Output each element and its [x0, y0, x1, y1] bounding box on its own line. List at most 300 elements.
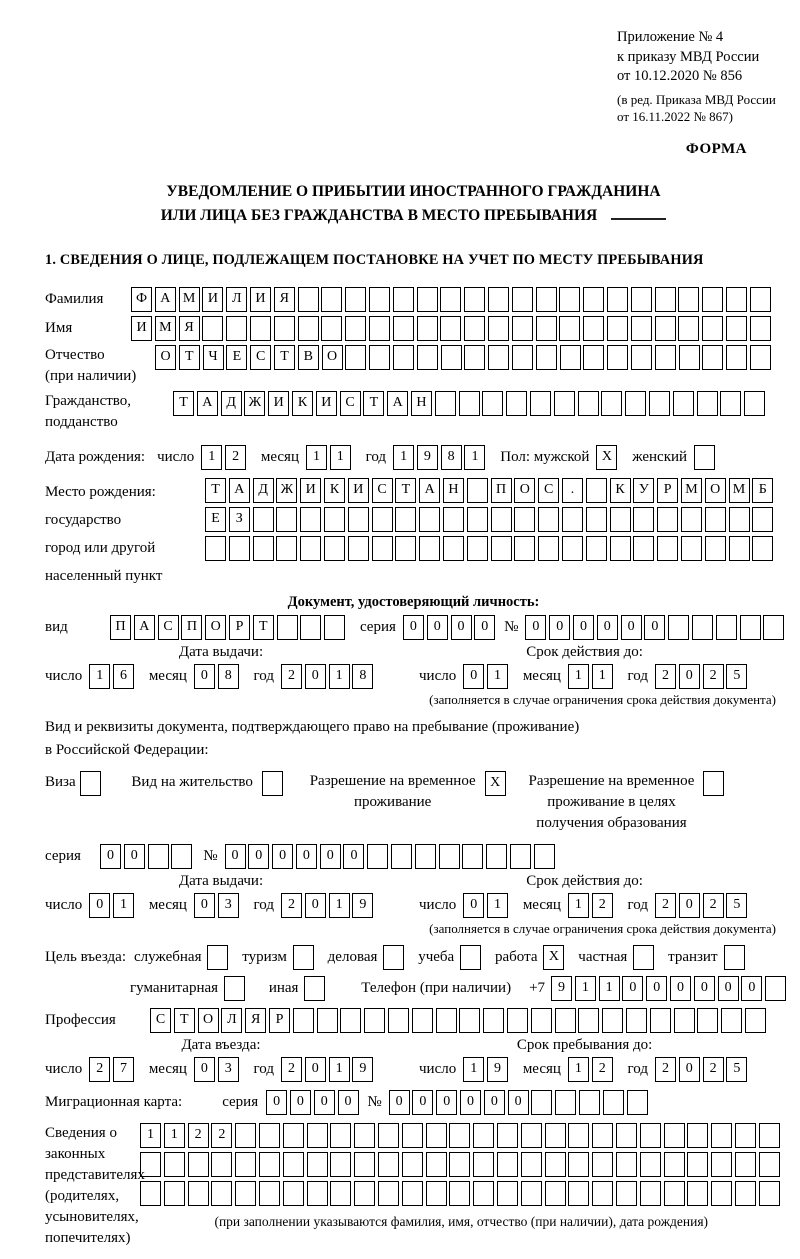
char-box[interactable] [578, 391, 599, 416]
char-box[interactable]: О [198, 1008, 219, 1033]
char-box[interactable]: 6 [113, 664, 134, 689]
char-box[interactable]: 0 [248, 844, 269, 869]
char-box[interactable] [633, 536, 654, 561]
char-box[interactable]: 1 [592, 664, 613, 689]
char-box[interactable]: А [419, 478, 440, 503]
char-box[interactable]: 8 [441, 445, 462, 470]
char-box[interactable]: С [150, 1008, 171, 1033]
char-box[interactable]: 0 [296, 844, 317, 869]
char-box[interactable]: 1 [393, 445, 414, 470]
char-box[interactable] [616, 1152, 637, 1177]
char-box[interactable] [369, 345, 390, 370]
char-box[interactable] [253, 536, 274, 561]
char-box[interactable]: 2 [703, 893, 724, 918]
char-box[interactable] [640, 1181, 661, 1206]
char-box[interactable] [711, 1152, 732, 1177]
char-box[interactable] [340, 1008, 361, 1033]
char-box[interactable]: 0 [194, 893, 215, 918]
char-box[interactable] [473, 1181, 494, 1206]
char-box[interactable] [664, 1123, 685, 1148]
char-box[interactable] [393, 287, 414, 312]
char-box[interactable] [354, 1152, 375, 1177]
char-box[interactable] [488, 345, 509, 370]
citizenship-boxes[interactable] [173, 391, 768, 416]
char-box[interactable]: 0 [451, 615, 472, 640]
char-box[interactable] [687, 1152, 708, 1177]
doc-issue-month-boxes[interactable] [194, 664, 242, 689]
char-box[interactable] [307, 1152, 328, 1177]
char-box[interactable] [610, 507, 631, 532]
char-box[interactable] [300, 615, 321, 640]
char-box[interactable] [298, 287, 319, 312]
char-box[interactable] [467, 507, 488, 532]
char-box[interactable]: 2 [89, 1057, 110, 1082]
char-box[interactable] [579, 1090, 600, 1115]
char-box[interactable] [164, 1181, 185, 1206]
char-box[interactable] [402, 1152, 423, 1177]
char-box[interactable] [205, 536, 226, 561]
char-box[interactable]: 2 [281, 1057, 302, 1082]
char-box[interactable]: 8 [352, 664, 373, 689]
entry-year-boxes[interactable] [281, 1057, 376, 1082]
char-box[interactable]: 0 [525, 615, 546, 640]
char-box[interactable] [259, 1123, 280, 1148]
char-box[interactable] [694, 445, 715, 470]
char-box[interactable]: Ф [131, 287, 152, 312]
char-box[interactable] [673, 391, 694, 416]
sex-female-checkbox[interactable] [694, 445, 718, 470]
char-box[interactable] [650, 1008, 671, 1033]
char-box[interactable] [545, 1181, 566, 1206]
surname-boxes[interactable] [131, 287, 774, 312]
stay-doc-valid-month-boxes[interactable] [568, 893, 616, 918]
char-box[interactable]: Р [229, 615, 250, 640]
char-box[interactable]: 1 [329, 1057, 350, 1082]
char-box[interactable]: Я [274, 287, 295, 312]
purpose-chastnaya-checkbox[interactable] [633, 945, 657, 970]
char-box[interactable] [415, 844, 436, 869]
char-box[interactable] [729, 507, 750, 532]
char-box[interactable] [443, 536, 464, 561]
char-box[interactable]: О [155, 345, 176, 370]
char-box[interactable] [512, 287, 533, 312]
char-box[interactable]: 9 [417, 445, 438, 470]
sex-male-checkbox[interactable] [596, 445, 620, 470]
char-box[interactable]: 0 [741, 976, 762, 1001]
char-box[interactable] [655, 345, 676, 370]
char-box[interactable] [687, 1123, 708, 1148]
char-box[interactable]: Е [226, 345, 247, 370]
char-box[interactable]: О [514, 478, 535, 503]
char-box[interactable] [514, 536, 535, 561]
char-box[interactable]: 0 [679, 1057, 700, 1082]
char-box[interactable] [759, 1181, 780, 1206]
char-box[interactable]: 2 [211, 1123, 232, 1148]
char-box[interactable] [378, 1181, 399, 1206]
char-box[interactable] [655, 287, 676, 312]
char-box[interactable] [402, 1123, 423, 1148]
purpose-delovaya-checkbox[interactable] [383, 945, 407, 970]
char-box[interactable] [506, 391, 527, 416]
char-box[interactable]: 0 [343, 844, 364, 869]
stay-until-year-boxes[interactable] [655, 1057, 750, 1082]
char-box[interactable] [464, 316, 485, 341]
char-box[interactable]: М [179, 287, 200, 312]
char-box[interactable]: Л [221, 1008, 242, 1033]
char-box[interactable]: 0 [272, 844, 293, 869]
char-box[interactable] [521, 1152, 542, 1177]
char-box[interactable]: 0 [508, 1090, 529, 1115]
char-box[interactable] [711, 1181, 732, 1206]
char-box[interactable]: 0 [474, 615, 495, 640]
char-box[interactable] [235, 1152, 256, 1177]
char-box[interactable] [534, 844, 555, 869]
char-box[interactable] [460, 945, 481, 970]
char-box[interactable] [307, 1123, 328, 1148]
char-box[interactable]: М [155, 316, 176, 341]
char-box[interactable]: С [372, 478, 393, 503]
doc-issue-year-boxes[interactable] [281, 664, 376, 689]
purpose-turizm-checkbox[interactable] [293, 945, 317, 970]
doc-valid-year-boxes[interactable] [655, 664, 750, 689]
char-box[interactable] [262, 771, 283, 796]
char-box[interactable] [426, 1181, 447, 1206]
char-box[interactable]: А [155, 287, 176, 312]
char-box[interactable]: 0 [573, 615, 594, 640]
char-box[interactable]: П [181, 615, 202, 640]
char-box[interactable] [735, 1152, 756, 1177]
char-box[interactable] [655, 316, 676, 341]
char-box[interactable]: 0 [463, 893, 484, 918]
purpose-rabota-checkbox[interactable] [543, 945, 567, 970]
char-box[interactable] [486, 844, 507, 869]
char-box[interactable]: 0 [644, 615, 665, 640]
patronymic-boxes[interactable] [155, 345, 774, 370]
char-box[interactable] [681, 507, 702, 532]
char-box[interactable] [678, 316, 699, 341]
char-box[interactable]: 1 [201, 445, 222, 470]
stay-doc-series-boxes[interactable] [100, 844, 195, 869]
char-box[interactable] [467, 536, 488, 561]
char-box[interactable] [657, 536, 678, 561]
char-box[interactable] [324, 615, 345, 640]
char-box[interactable] [616, 1123, 637, 1148]
char-box[interactable] [559, 316, 580, 341]
char-box[interactable] [378, 1123, 399, 1148]
char-box[interactable] [702, 316, 723, 341]
char-box[interactable]: Ж [244, 391, 265, 416]
char-box[interactable] [726, 345, 747, 370]
char-box[interactable]: И [202, 287, 223, 312]
char-box[interactable] [679, 345, 700, 370]
char-box[interactable] [530, 391, 551, 416]
char-box[interactable] [640, 1152, 661, 1177]
char-box[interactable]: 0 [389, 1090, 410, 1115]
char-box[interactable]: 0 [484, 1090, 505, 1115]
char-box[interactable] [536, 345, 557, 370]
char-box[interactable] [664, 1152, 685, 1177]
char-box[interactable]: 1 [306, 445, 327, 470]
char-box[interactable] [750, 345, 771, 370]
char-box[interactable]: И [348, 478, 369, 503]
char-box[interactable] [616, 1181, 637, 1206]
char-box[interactable] [473, 1123, 494, 1148]
char-box[interactable] [467, 478, 488, 503]
char-box[interactable]: 0 [621, 615, 642, 640]
migration-card-number-boxes[interactable] [389, 1090, 651, 1115]
char-box[interactable] [545, 1152, 566, 1177]
birth-year-boxes[interactable] [393, 445, 488, 470]
char-box[interactable] [324, 536, 345, 561]
char-box[interactable] [235, 1123, 256, 1148]
char-box[interactable]: 2 [703, 1057, 724, 1082]
char-box[interactable] [440, 287, 461, 312]
char-box[interactable] [317, 1008, 338, 1033]
char-box[interactable]: А [387, 391, 408, 416]
char-box[interactable] [391, 844, 412, 869]
char-box[interactable] [674, 1008, 695, 1033]
char-box[interactable]: А [134, 615, 155, 640]
char-box[interactable]: Л [226, 287, 247, 312]
char-box[interactable] [324, 507, 345, 532]
char-box[interactable] [740, 615, 761, 640]
char-box[interactable]: П [110, 615, 131, 640]
char-box[interactable]: 0 [412, 1090, 433, 1115]
representatives-row2[interactable] [140, 1152, 783, 1177]
birth-month-boxes[interactable] [306, 445, 354, 470]
char-box[interactable] [697, 391, 718, 416]
char-box[interactable]: И [316, 391, 337, 416]
char-box[interactable]: 0 [646, 976, 667, 1001]
char-box[interactable]: X [485, 771, 506, 796]
char-box[interactable] [726, 287, 747, 312]
char-box[interactable]: Т [179, 345, 200, 370]
char-box[interactable]: X [596, 445, 617, 470]
char-box[interactable]: К [292, 391, 313, 416]
char-box[interactable] [538, 507, 559, 532]
char-box[interactable]: К [610, 478, 631, 503]
char-box[interactable] [763, 615, 784, 640]
char-box[interactable] [729, 536, 750, 561]
char-box[interactable]: С [158, 615, 179, 640]
char-box[interactable]: И [268, 391, 289, 416]
char-box[interactable] [531, 1008, 552, 1033]
char-box[interactable]: К [324, 478, 345, 503]
char-box[interactable] [601, 391, 622, 416]
char-box[interactable]: 0 [194, 664, 215, 689]
char-box[interactable] [276, 536, 297, 561]
char-box[interactable] [207, 945, 228, 970]
char-box[interactable]: 0 [320, 844, 341, 869]
char-box[interactable] [300, 536, 321, 561]
char-box[interactable]: 1 [599, 976, 620, 1001]
char-box[interactable] [512, 316, 533, 341]
entry-month-boxes[interactable] [194, 1057, 242, 1082]
char-box[interactable]: О [205, 615, 226, 640]
char-box[interactable]: С [340, 391, 361, 416]
char-box[interactable] [510, 844, 531, 869]
char-box[interactable] [759, 1123, 780, 1148]
char-box[interactable]: Т [173, 391, 194, 416]
char-box[interactable]: 2 [225, 445, 246, 470]
char-box[interactable] [378, 1152, 399, 1177]
char-box[interactable]: 2 [655, 893, 676, 918]
char-box[interactable] [307, 1181, 328, 1206]
char-box[interactable] [491, 507, 512, 532]
char-box[interactable]: 2 [703, 664, 724, 689]
char-box[interactable] [224, 976, 245, 1001]
char-box[interactable] [705, 507, 726, 532]
char-box[interactable] [687, 1181, 708, 1206]
stay-doc-number-boxes[interactable] [225, 844, 558, 869]
char-box[interactable]: С [250, 345, 271, 370]
char-box[interactable]: 9 [551, 976, 572, 1001]
char-box[interactable] [703, 771, 724, 796]
char-box[interactable] [321, 287, 342, 312]
char-box[interactable] [482, 391, 503, 416]
char-box[interactable] [395, 507, 416, 532]
char-box[interactable] [369, 316, 390, 341]
char-box[interactable] [364, 1008, 385, 1033]
char-box[interactable] [417, 287, 438, 312]
char-box[interactable] [259, 1152, 280, 1177]
char-box[interactable] [345, 287, 366, 312]
birth-day-boxes[interactable] [201, 445, 249, 470]
char-box[interactable] [449, 1181, 470, 1206]
char-box[interactable]: 0 [100, 844, 121, 869]
char-box[interactable] [697, 1008, 718, 1033]
char-box[interactable]: 1 [164, 1123, 185, 1148]
char-box[interactable]: 1 [487, 893, 508, 918]
char-box[interactable] [724, 945, 745, 970]
char-box[interactable] [678, 287, 699, 312]
char-box[interactable] [633, 507, 654, 532]
char-box[interactable] [426, 1152, 447, 1177]
char-box[interactable]: Я [179, 316, 200, 341]
visa-checkbox[interactable] [80, 771, 104, 796]
char-box[interactable] [283, 1181, 304, 1206]
char-box[interactable]: Я [245, 1008, 266, 1033]
char-box[interactable] [583, 287, 604, 312]
char-box[interactable]: 1 [568, 893, 589, 918]
char-box[interactable] [488, 287, 509, 312]
char-box[interactable] [602, 1008, 623, 1033]
char-box[interactable] [488, 316, 509, 341]
char-box[interactable] [536, 287, 557, 312]
char-box[interactable] [253, 507, 274, 532]
char-box[interactable] [140, 1152, 161, 1177]
char-box[interactable]: 5 [726, 893, 747, 918]
char-box[interactable]: 0 [338, 1090, 359, 1115]
char-box[interactable] [692, 615, 713, 640]
migration-card-series-boxes[interactable] [266, 1090, 361, 1115]
char-box[interactable]: 2 [281, 664, 302, 689]
char-box[interactable] [345, 345, 366, 370]
char-box[interactable] [443, 507, 464, 532]
char-box[interactable]: 0 [427, 615, 448, 640]
char-box[interactable] [607, 316, 628, 341]
char-box[interactable] [631, 345, 652, 370]
char-box[interactable] [664, 1181, 685, 1206]
char-box[interactable]: Т [274, 345, 295, 370]
char-box[interactable] [80, 771, 101, 796]
stay-doc-valid-day-boxes[interactable] [463, 893, 511, 918]
char-box[interactable] [603, 1090, 624, 1115]
char-box[interactable]: 2 [188, 1123, 209, 1148]
char-box[interactable] [512, 345, 533, 370]
char-box[interactable]: М [681, 478, 702, 503]
char-box[interactable] [274, 316, 295, 341]
char-box[interactable]: 3 [218, 1057, 239, 1082]
char-box[interactable] [759, 1152, 780, 1177]
char-box[interactable] [473, 1152, 494, 1177]
char-box[interactable] [705, 536, 726, 561]
char-box[interactable] [592, 1123, 613, 1148]
char-box[interactable] [293, 1008, 314, 1033]
char-box[interactable]: 0 [314, 1090, 335, 1115]
char-box[interactable]: 3 [218, 893, 239, 918]
char-box[interactable] [188, 1152, 209, 1177]
char-box[interactable]: 2 [592, 1057, 613, 1082]
char-box[interactable]: 0 [305, 664, 326, 689]
char-box[interactable]: 0 [549, 615, 570, 640]
char-box[interactable] [750, 287, 771, 312]
char-box[interactable] [752, 507, 773, 532]
char-box[interactable]: Т [205, 478, 226, 503]
doc-type-boxes[interactable] [110, 615, 348, 640]
char-box[interactable] [417, 316, 438, 341]
char-box[interactable] [592, 1181, 613, 1206]
char-box[interactable] [426, 1123, 447, 1148]
doc-series-boxes[interactable] [403, 615, 498, 640]
char-box[interactable]: Ж [276, 478, 297, 503]
char-box[interactable] [657, 507, 678, 532]
char-box[interactable] [372, 507, 393, 532]
char-box[interactable] [626, 1008, 647, 1033]
char-box[interactable]: 1 [464, 445, 485, 470]
char-box[interactable]: 9 [352, 1057, 373, 1082]
char-box[interactable] [419, 536, 440, 561]
char-box[interactable] [354, 1181, 375, 1206]
char-box[interactable] [583, 316, 604, 341]
char-box[interactable] [521, 1123, 542, 1148]
doc-number-boxes[interactable] [525, 615, 787, 640]
char-box[interactable] [765, 976, 786, 1001]
char-box[interactable] [188, 1181, 209, 1206]
char-box[interactable] [226, 316, 247, 341]
birth-place-row2[interactable] [205, 507, 776, 532]
stay-until-month-boxes[interactable] [568, 1057, 616, 1082]
char-box[interactable]: О [322, 345, 343, 370]
char-box[interactable] [625, 391, 646, 416]
char-box[interactable] [702, 345, 723, 370]
char-box[interactable]: 0 [403, 615, 424, 640]
char-box[interactable] [649, 391, 670, 416]
char-box[interactable]: 5 [726, 664, 747, 689]
char-box[interactable]: 0 [463, 664, 484, 689]
stay-until-day-boxes[interactable] [463, 1057, 511, 1082]
char-box[interactable] [568, 1152, 589, 1177]
char-box[interactable] [250, 316, 271, 341]
char-box[interactable]: 0 [694, 976, 715, 1001]
char-box[interactable]: Т [174, 1008, 195, 1033]
char-box[interactable]: 0 [460, 1090, 481, 1115]
char-box[interactable] [631, 316, 652, 341]
char-box[interactable]: 0 [436, 1090, 457, 1115]
char-box[interactable] [711, 1123, 732, 1148]
char-box[interactable] [721, 1008, 742, 1033]
char-box[interactable] [531, 1090, 552, 1115]
